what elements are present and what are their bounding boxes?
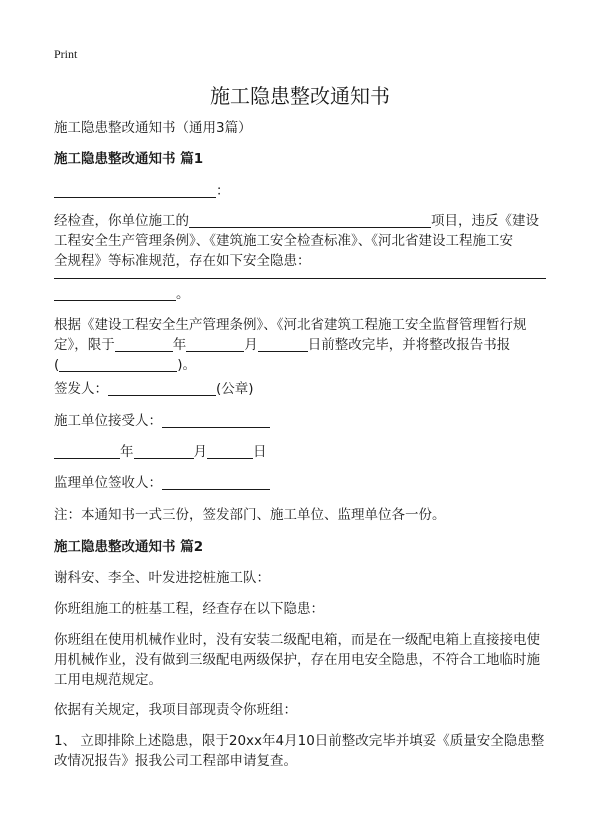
p1-line2: 工程安全生产管理条例》、《建筑施工安全检查标准》、《河北省建设工程施工安 (54, 233, 513, 249)
hazard-blank-line (54, 278, 546, 279)
supervisor-label: 监理单位签收人： (54, 475, 162, 491)
p2-text-end: 日前整改完毕，并将整改报告书报 (307, 337, 511, 353)
part2-heading: 施工隐患整改通知书 篇2 (54, 539, 204, 555)
part2-p4-line1: 1、 立即排除上述隐患，限于20xx年4月10日前整改完毕并填妥《质量安全隐患整 (54, 733, 545, 749)
p2-line1: 根据《建设工程安全生产管理条例》、《河北省建筑工程施工安全监督管理暂行规 (54, 317, 527, 333)
p2-line3 (54, 354, 546, 377)
date-year: 年 (120, 444, 134, 460)
month-blank (186, 335, 244, 352)
hazard-blank-2 (54, 284, 176, 301)
addressee-blank (54, 181, 216, 198)
part2-p4-line2: 改情况报告》报我公司工程部申请复查。 (54, 753, 297, 769)
date-line (54, 441, 546, 464)
part1-heading: 施工隐患整改通知书 篇1 (54, 151, 204, 167)
part2-p2-line1: 你班组在使用机械作业时，没有安装二级配电箱，而是在一级配电箱上直接接电使 (54, 632, 540, 648)
p2-text-limit: 定》，限于 (54, 337, 115, 353)
end-mark: 。 (176, 286, 190, 302)
paren-close: )。 (177, 357, 197, 373)
project-blank (189, 211, 431, 228)
part2-p1: 你班组施工的桩基工程，经查存在以下隐患： (54, 601, 324, 617)
signer-line (54, 378, 546, 401)
receiver-label: 施工单位接受人： (54, 413, 162, 429)
date-month: 月 (193, 444, 207, 460)
p1-text-a: 经检查，你单位施工的 (54, 213, 189, 229)
addressee-line (54, 180, 546, 203)
date-day-blank (207, 442, 253, 459)
part2-p3: 依据有关规定，我项目部现责令你班组： (54, 702, 297, 718)
signer-label: 签发人： (54, 381, 108, 397)
part2-p2-line3: 工用电规范规定。 (54, 672, 162, 688)
document-title: 施工隐患整改通知书 (210, 84, 390, 108)
supervisor-line (54, 472, 546, 495)
day-blank (258, 335, 308, 352)
p2-year: 年 (172, 337, 187, 353)
subtitle: 施工隐患整改通知书（通用3篇） (54, 120, 252, 136)
signer-blank (108, 379, 216, 396)
colon: ： (216, 183, 230, 199)
receiver-blank (162, 411, 270, 428)
date-month-blank (134, 442, 194, 459)
print-label: Print (54, 47, 78, 61)
year-blank (115, 335, 173, 352)
seal-label: (公章) (216, 381, 254, 397)
paren-open: ( (54, 357, 60, 373)
part2-addressee: 谢科安、李全、叶发进挖桩施工队： (54, 570, 270, 586)
part2-p2-line2: 用机械作业，没有做到三级配电两级保护，存在用电安全隐患，不符合工地临时施 (54, 652, 540, 668)
p1-text-b: 项目，违反《建设 (431, 213, 539, 229)
date-year-blank (54, 442, 120, 459)
p2-month: 月 (244, 337, 258, 353)
hazard-line2 (54, 283, 546, 306)
supervisor-blank (162, 473, 270, 490)
note: 注：本通知书一式三份，签发部门、施工单位、监理单位各一份。 (54, 507, 446, 523)
report-to-blank (59, 355, 177, 372)
p1-line3: 全规程》等标准规范，存在如下安全隐患： (54, 253, 311, 269)
receiver-line (54, 410, 546, 433)
date-day: 日 (253, 444, 267, 460)
